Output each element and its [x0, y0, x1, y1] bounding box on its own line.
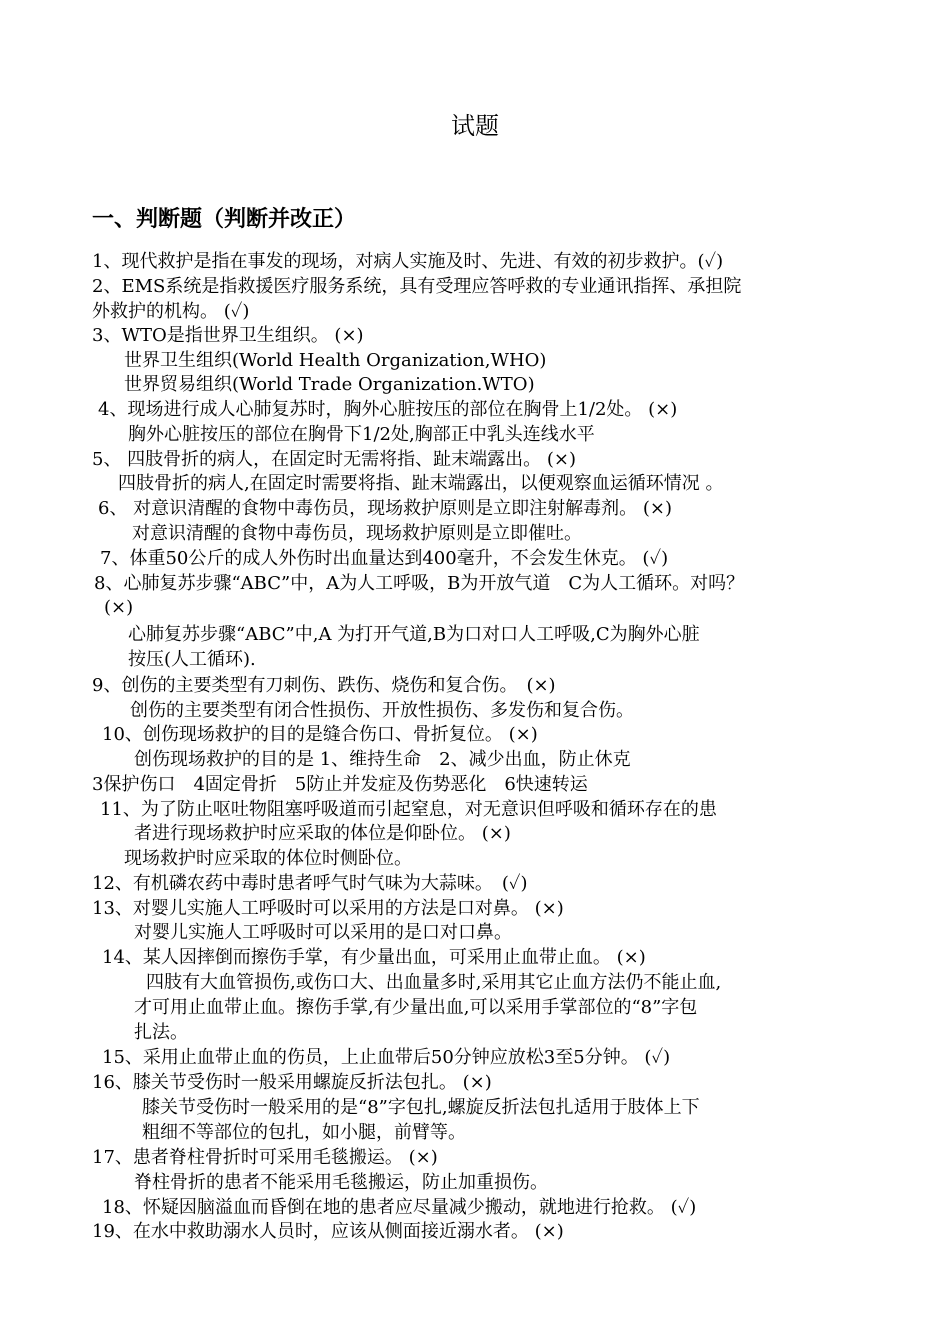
question-line: 19、在水中救助溺水人员时，应该从侧面接近溺水者。 (×) — [92, 1221, 564, 1242]
page-title: 试题 — [451, 112, 499, 140]
question-line: 14、某人因摔倒而擦伤手掌，有少量出血，可采用止血带止血。 (×) — [102, 947, 646, 968]
section-heading: 一、判断题（判断并改正） — [92, 207, 357, 232]
answer-line: 心肺复苏步骤“ABC”中,A 为打开气道,B为口对口人工呼吸,C为胸外心脏 — [128, 624, 700, 645]
answer-line: 四肢骨折的病人,在固定时需要将指、趾末端露出，以便观察血运循环情况 。 — [118, 473, 724, 494]
answer-line: 四肢有大血管损伤,或伤口大、出血量多时,采用其它止血方法仍不能止血, — [146, 972, 722, 993]
question-line: 12、有机磷农药中毒时患者呼气时气味为大蒜味。 (✓) — [92, 873, 528, 894]
question-line: 18、怀疑因脑溢血而昏倒在地的患者应尽量减少搬动，就地进行抢救。 (✓) — [102, 1197, 697, 1218]
question-line: 13、对婴儿实施人工呼吸时可以采用的方法是口对鼻。 (×) — [92, 898, 564, 919]
question-line: 5、 四肢骨折的病人，在固定时无需将指、趾末端露出。 (×) — [92, 449, 577, 470]
answer-line: 扎法。 — [134, 1022, 188, 1043]
question-line: 1、现代救护是指在事发的现场，对病人实施及时、先进、有效的初步救护。(✓) — [92, 251, 724, 272]
question-line: 17、患者脊柱骨折时可采用毛毯搬运。 (×) — [92, 1147, 438, 1168]
question-line: 4、现场进行成人心肺复苏时，胸外心脏按压的部位在胸骨上1/2处。 (×) — [98, 399, 678, 420]
question-line: 11、为了防止呕吐物阻塞呼吸道而引起窒息，对无意识但呼吸和循环存在的患 — [100, 799, 717, 820]
answer-line: 世界贸易组织(World Trade Organization.WTO) — [124, 374, 535, 395]
answer-line: 膝关节受伤时一般采用的是“8”字包扎,螺旋反折法包扎适用于肢体上下 — [142, 1097, 700, 1118]
question-line: 8、心肺复苏步骤“ABC”中，A为人工呼吸，B为开放气道 C为人工循环。对吗？ — [94, 573, 745, 594]
answer-line: 粗细不等部位的包扎，如小腿，前臂等。 — [142, 1122, 466, 1143]
question-line: 3、WTO是指世界卫生组织。 (×) — [92, 325, 364, 346]
question-line: 10、创伤现场救护的目的是缝合伤口、骨折复位。 (×) — [102, 724, 538, 745]
question-line: 者进行现场救护时应采取的体位是仰卧位。 (×) — [134, 823, 511, 844]
answer-line: 对婴儿实施人工呼吸时可以采用的是口对口鼻。 — [134, 922, 512, 943]
answer-line: 创伤现场救护的目的是 1、维持生命 2、减少出血，防止休克 — [134, 749, 631, 770]
answer-line: 3保护伤口 4固定骨折 5防止并发症及伤势恶化 6快速转运 — [92, 774, 588, 795]
question-line: 7、体重50公斤的成人外伤时出血量达到400毫升，不会发生休克。 (✓) — [100, 548, 669, 569]
answer-line: 才可用止血带止血。擦伤手掌,有少量出血,可以采用手掌部位的“8”字包 — [134, 997, 698, 1018]
answer-line: 脊柱骨折的患者不能采用毛毯搬运，防止加重损伤。 — [134, 1172, 548, 1193]
answer-line: 对意识清醒的食物中毒伤员，现场救护原则是立即催吐。 — [132, 523, 582, 544]
answer-line: 胸外心脏按压的部位在胸骨下1/2处,胸部正中乳头连线水平 — [128, 424, 595, 445]
answer-line: 世界卫生组织(World Health Organization,WHO) — [124, 350, 547, 371]
question-line: 9、创伤的主要类型有刀刺伤、跌伤、烧伤和复合伤。 (×) — [92, 675, 556, 696]
question-line: 外救护的机构。 (✓) — [92, 301, 250, 322]
question-line: 6、 对意识清醒的食物中毒伤员，现场救护原则是立即注射解毒剂。 (×) — [98, 498, 673, 519]
question-line: 15、采用止血带止血的伤员，上止血带后50分钟应放松3至5分钟。 (✓) — [102, 1047, 671, 1068]
answer-line: 现场救护时应采取的体位时侧卧位。 — [124, 848, 412, 869]
question-line: 2、EMS系统是指救援医疗服务系统，具有受理应答呼救的专业通讯指挥、承担院 — [92, 276, 742, 297]
question-line: 16、膝关节受伤时一般采用螺旋反折法包扎。 (×) — [92, 1072, 492, 1093]
answer-line: 按压(人工循环). — [128, 649, 256, 670]
question-line: (×) — [104, 597, 134, 618]
answer-line: 创伤的主要类型有闭合性损伤、开放性损伤、多发伤和复合伤。 — [130, 700, 634, 721]
